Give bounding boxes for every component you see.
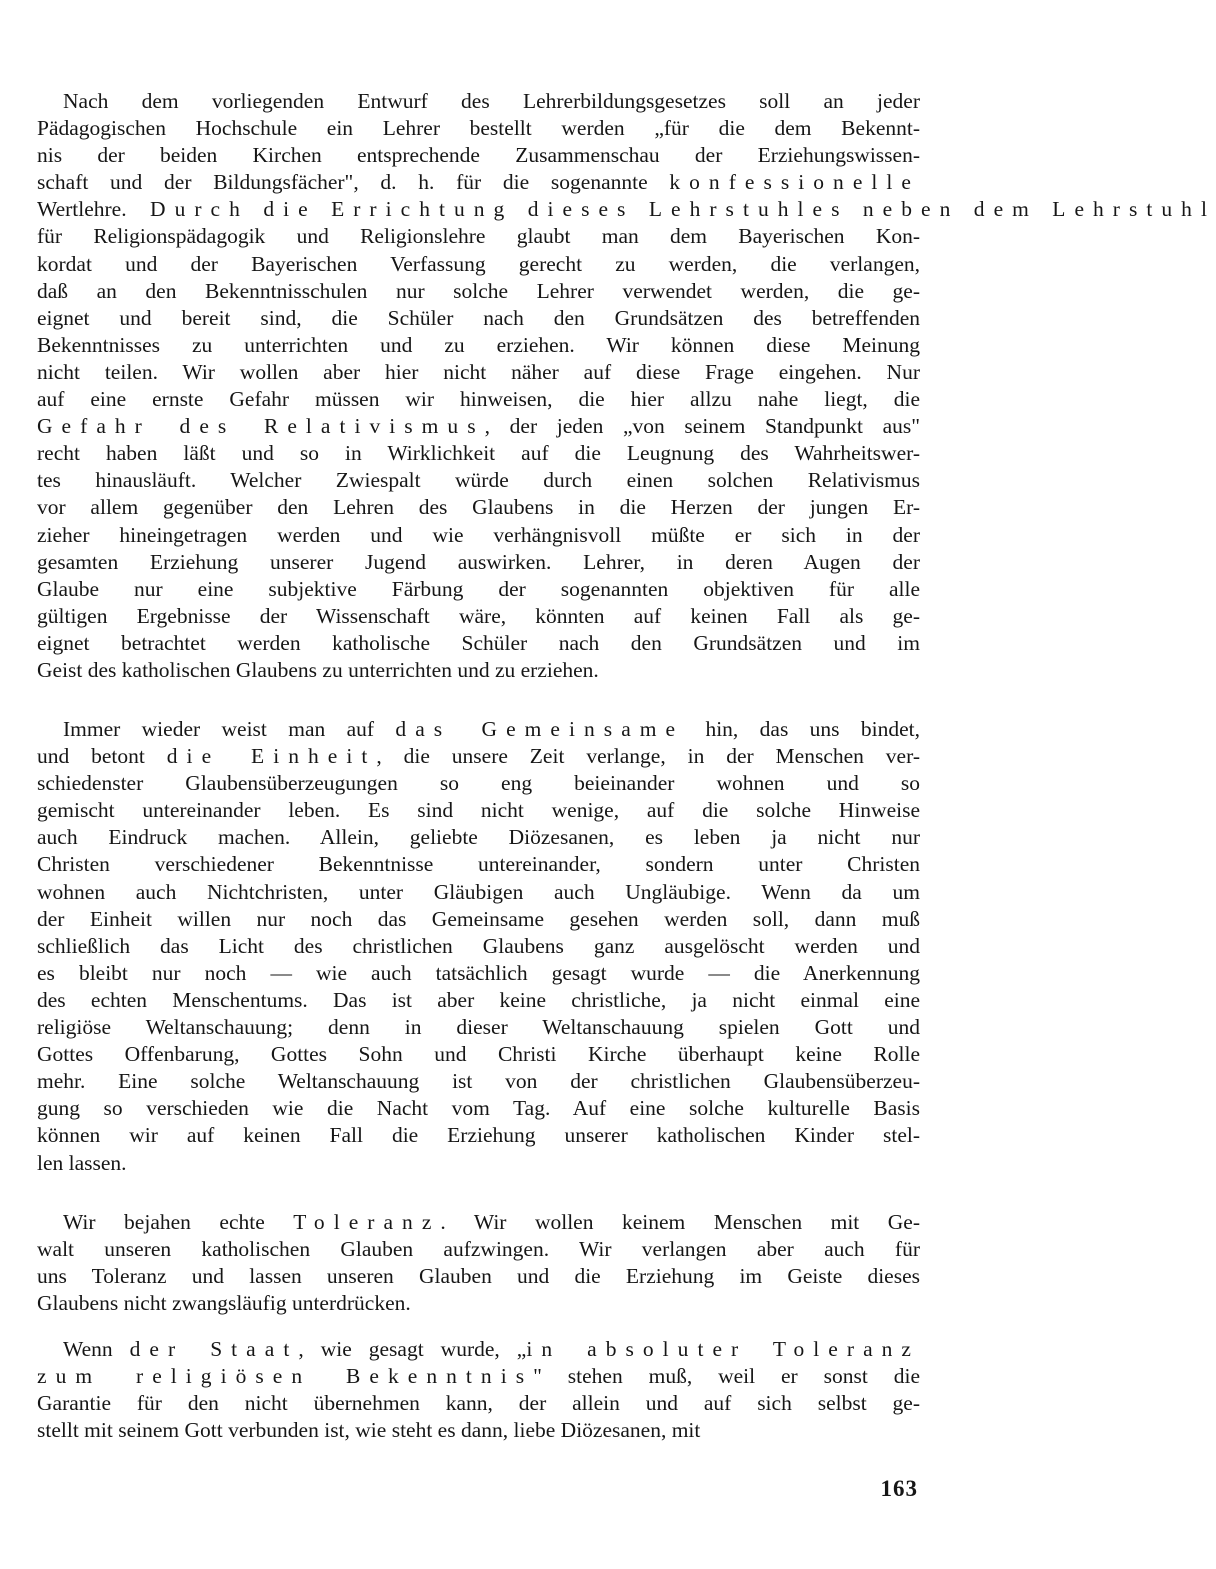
text-line xyxy=(37,1014,920,1041)
text-segment: Bekenntnisses zu unterrichten und zu erziehen. Wir können diese Meinung xyxy=(37,332,920,357)
text-segment: Glaube nur eine subjektive Färbung der sogenannten objektiven für alle xyxy=(37,576,920,601)
text-line xyxy=(37,251,920,278)
text-segment: eignet betrachtet werden katholische Schüler nach den Grundsätzen und im xyxy=(37,630,920,655)
text-line xyxy=(37,1122,920,1149)
text-segment: gesamten Erziehung unserer Jugend auswirken. Lehrer, in deren Augen der xyxy=(37,549,920,574)
spaced-emphasis: Gefahr des Relativismus xyxy=(37,414,485,439)
text-segment: auf eine ernste Gefahr müssen wir hinweisen, die hier allzu nahe liegt, die xyxy=(37,387,920,412)
text-segment: . Wir wollen keinem Menschen mit Ge- xyxy=(440,1210,920,1234)
text-line xyxy=(37,88,920,115)
text-line xyxy=(37,467,920,494)
text-segment: hin, das uns bindet, xyxy=(684,717,920,741)
text-line xyxy=(37,1390,920,1417)
text-line xyxy=(37,305,920,332)
text-line xyxy=(37,1363,920,1390)
text-line xyxy=(37,1041,920,1068)
text-segment: len lassen. xyxy=(37,1150,127,1175)
text-line xyxy=(37,196,1216,223)
text-segment: der Einheit willen nur noch das Gemeinsame gesehen werden soll, dann muß xyxy=(37,906,920,931)
text-segment: für Religionspädagogik und Religionslehre glaubt man dem Bayerischen Kon- xyxy=(37,224,920,249)
spaced-emphasis: konfessionelle xyxy=(669,170,920,195)
text-line xyxy=(37,987,920,1014)
text-line xyxy=(37,1290,920,1317)
text-line xyxy=(37,386,920,413)
text-line xyxy=(37,1336,920,1363)
text-line xyxy=(37,603,920,630)
text-line xyxy=(37,879,920,906)
text-line xyxy=(37,1209,920,1236)
text-segment: Christen verschiedener Bekenntnisse untereinander, sondern unter Christen xyxy=(37,852,920,877)
text-segment: tes hinausläuft. Welcher Zwiespalt würde durch einen solchen Relativismus xyxy=(37,468,920,493)
text-segment: Wir bejahen echte xyxy=(63,1210,294,1234)
text-segment: religiöse Weltanschauung; denn in dieser Weltanschauung spielen Gott und xyxy=(37,1015,920,1040)
text-segment: Immer wieder weist man auf xyxy=(63,717,396,741)
paragraph-state xyxy=(37,1336,920,1444)
text-segment: gültigen Ergebnisse der Wissenschaft wäre, könnten auf keinen Fall als ge- xyxy=(37,603,920,628)
text-segment: zieher hineingetragen werden und wie verhängnisvoll müßte er sich in der xyxy=(37,522,920,547)
text-line xyxy=(37,413,920,440)
text-segment: mehr. Eine solche Weltanschauung ist von der christlichen Glaubensüberzeu- xyxy=(37,1069,920,1094)
text-line xyxy=(37,1263,920,1290)
text-segment: Nach dem vorliegenden Entwurf des Lehrerbildungsgesetzes soll an jeder xyxy=(63,89,920,113)
text-segment: schiedenster Glaubensüberzeugungen so eng beieinander wohnen und so xyxy=(37,771,920,796)
text-segment: es bleibt nur noch — wie auch tatsächlich gesagt wurde — die Anerkennung xyxy=(37,960,920,985)
text-segment: Wenn xyxy=(63,1337,130,1361)
text-segment: schließlich das Licht des christlichen Glaubens ganz ausgelöscht werden und xyxy=(37,933,920,958)
text-line xyxy=(37,797,920,824)
text-line xyxy=(37,576,920,603)
text-line xyxy=(37,824,920,851)
paragraph-tolerance xyxy=(37,1209,920,1317)
text-segment: Wertlehre xyxy=(37,197,122,222)
text-line xyxy=(37,169,920,196)
page-number: 163 xyxy=(880,1476,918,1501)
text-line xyxy=(37,332,920,359)
text-line xyxy=(37,494,920,521)
text-segment: wohnen auch Nichtchristen, unter Gläubigen auch Ungläubige. Wenn da um xyxy=(37,879,920,904)
text-segment: gemischt untereinander leben. Es sind nicht wenige, auf die solche Hinweise xyxy=(37,798,920,823)
text-line xyxy=(37,716,920,743)
text-segment: Glaubens nicht zwangsläufig unterdrücken. xyxy=(37,1291,411,1316)
paragraph-relativism xyxy=(37,88,1216,684)
text-line xyxy=(37,522,920,549)
text-line xyxy=(37,1417,920,1444)
spaced-emphasis: in absoluter Toleranz xyxy=(526,1337,920,1361)
spaced-emphasis: zum religiösen Bekenntnis xyxy=(37,1364,534,1389)
text-segment: Gottes Offenbarung, Gottes Sohn und Christi Kirche überhaupt keine Rolle xyxy=(37,1042,920,1067)
text-line xyxy=(37,1095,920,1122)
text-line xyxy=(37,359,920,386)
text-line xyxy=(37,933,920,960)
spaced-emphasis: . Durch die Errichtung dieses Lehrstuhles neben dem Lehrstuhl xyxy=(121,197,1216,222)
text-segment: daß an den Bekenntnisschulen nur solche Lehrer verwendet werden, die ge- xyxy=(37,278,920,303)
text-segment: Geist des katholischen Glaubens zu unterrichten und zu erziehen. xyxy=(37,657,599,682)
text-line xyxy=(37,1150,920,1177)
text-segment: des echten Menschentums. Das ist aber keine christliche, ja nicht einmal eine xyxy=(37,987,920,1012)
text-line xyxy=(37,278,920,305)
text-line xyxy=(37,960,920,987)
text-segment: stellt mit seinem Gott verbunden ist, wie steht es dann, liebe Diözesanen, mit xyxy=(37,1418,701,1443)
text-segment: Pädagogischen Hochschule ein Lehrer bestellt werden „für die dem Bekennt- xyxy=(37,116,920,141)
text-line xyxy=(37,1068,920,1095)
text-segment: , die unsere Zeit verlange, in der Menschen ver- xyxy=(376,744,920,769)
spaced-emphasis: die Einheit xyxy=(166,744,377,769)
text-line xyxy=(37,657,920,684)
text-line xyxy=(37,142,920,169)
text-segment: , der jeden „von seinem Standpunkt aus" xyxy=(484,414,920,439)
text-segment: kordat und der Bayerischen Verfassung gerecht zu werden, die verlangen, xyxy=(37,251,920,276)
text-line xyxy=(37,770,920,797)
spaced-emphasis: das Gemeinsame xyxy=(395,717,685,741)
text-segment: auch Eindruck machen. Allein, geliebte Diözesanen, es leben ja nicht nur xyxy=(37,825,920,850)
text-line xyxy=(37,549,920,576)
text-segment: Garantie für den nicht übernehmen kann, der allein und auf sich selbst ge- xyxy=(37,1391,920,1416)
text-segment: nis der beiden Kirchen entsprechende Zusammenschau der Erziehungswissen- xyxy=(37,143,920,168)
text-segment: eignet und bereit sind, die Schüler nach den Grundsätzen des betreffenden xyxy=(37,305,920,330)
paragraph-unity xyxy=(37,716,920,1177)
text-segment: gung so verschieden wie die Nacht vom Tag. Auf eine solche kulturelle Basis xyxy=(37,1096,920,1121)
text-segment: nicht teilen. Wir wollen aber hier nicht näher auf diese Frage eingehen. Nur xyxy=(37,359,920,384)
spaced-emphasis: der Staat xyxy=(129,1337,299,1361)
text-segment: walt unseren katholischen Glauben aufzwingen. Wir verlangen aber auch für xyxy=(37,1237,920,1262)
text-line xyxy=(37,223,920,250)
text-segment: uns Toleranz und lassen unseren Glauben und die Erziehung im Geiste dieses xyxy=(37,1264,920,1289)
text-segment: und betont xyxy=(37,744,167,769)
text-line xyxy=(37,1236,920,1263)
text-line xyxy=(37,743,920,770)
text-segment: recht haben läßt und so in Wirklichkeit auf die Leugnung des Wahrheitswer- xyxy=(37,441,920,466)
text-line xyxy=(37,630,920,657)
text-segment: vor allem gegenüber den Lehren des Glaubens in die Herzen der jungen Er- xyxy=(37,495,920,520)
text-segment: schaft und der Bildungsfächer", d. h. für die sogenannte xyxy=(37,170,670,195)
text-segment: " stehen muß, weil er sonst die xyxy=(533,1364,920,1389)
text-segment: können wir auf keinen Fall die Erziehung unserer katholischen Kinder stel- xyxy=(37,1123,920,1148)
text-line xyxy=(37,440,920,467)
text-line xyxy=(37,115,920,142)
text-segment: , wie gesagt wurde, „ xyxy=(298,1337,527,1361)
text-line xyxy=(37,851,920,878)
spaced-emphasis: Toleranz xyxy=(293,1210,441,1234)
text-line xyxy=(37,906,920,933)
